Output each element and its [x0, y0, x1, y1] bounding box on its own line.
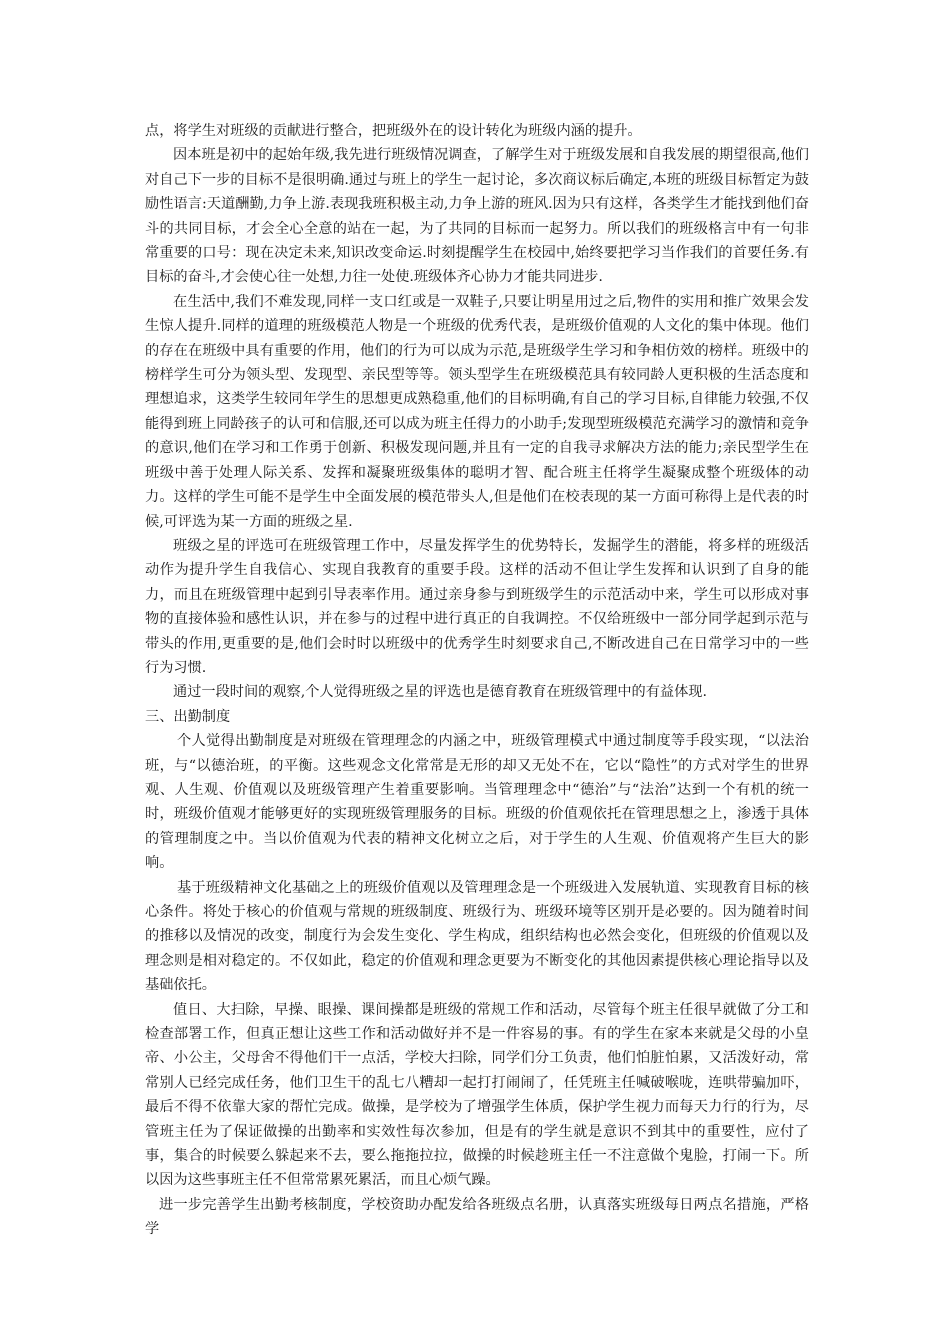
paragraph-values-core: 基于班级精神文化基础之上的班级价值观以及管理理念是一个班级进入发展轨道、实现教育目标的核心条件。将处于核心的价值观与常规的班级制度、班级行为、班级环境等区别开是必要的。因为随着时间的推移以及情况的改变，制度行为会发生变化、学生构成，组织结构也必然会变化，但班级的价值观以及理念则是相对稳定的。不仅如此，稳定的价值观和理念更要为不断变化的其他因素提供核心理论指导以及基础依托。 [145, 879, 809, 994]
paragraph-daily-duties: 值日、大扫除，早操、眼操、课间操都是班级的常规工作和活动，尽管每个班主任很早就做了分工和检查部署工作，但真正想让这些工作和活动做好并不是一件容易的事。有的学生在家本来就是父母的小皇帝、小公主，父母舍不得他们干一点活，学校大扫除，同学们分工负责，他们怕脏怕累，又活泼好动，常常别人已经完成任务，他们卫生干的乱七八糟却一起打打闹闹了，任凭班主任喊破喉咙，连哄带骗加吓，最后不得不依靠大家的帮忙完成。做操，是学校为了增强学生体质，保护学生视力而每天力行的行为，尽管班主任为了保证做操的出勤率和实效性每次参加，但是有的学生就是意识不到其中的重要性，应付了事，集合的时候要么躲起来不去，要么拖拖拉拉，做操的时候趁班主任一不注意做个鬼脸，打闹一下。所以因为这些事班主任不但常常累死累活，而且心烦气躁。 [145, 1001, 809, 1189]
paragraph-class-goal: 因本班是初中的起始年级,我先进行班级情况调查，了解学生对于班级发展和自我发展的期望很高,他们对自己下一步的目标不是很明确.通过与班上的学生一起讨论，多次商议标后确定,本班的班级目标暂定为鼓励性语言:天道酬勤,力争上游.表现我班积极主动,力争上游的班风.因为只有这样，各类学生才能找到他们奋斗的共同目标，才会全心全意的站在一起，为了共同的目标而一起努力。所以我们的班级格言中有一句非常重要的口号：现在决定未来,知识改变命运.时刻提醒学生在校园中,始终要把学习当作我们的首要任务.有目标的奋斗,才会使心往一处想,力往一处使.班级体齐心协力才能共同进步. [145, 147, 809, 286]
paragraph-attendance-concept: 个人觉得出勤制度是对班级在管理理念的内涵之中，班级管理模式中通过制度等手段实现，“以法治班，与“以德治班，的平衡。这些观念文化常常是无形的却又无处不在，它以“隐性”的方式对学生的世界观、人生观、价值观以及班级管理产生着重要影响。当管理理念中“德治”与“法治”达到一个有机的统一时，班级价值观才能够更好的实现班级管理服务的目标。班级的价值观依托在管理思想之上，渗透于具体的管理制度之中。当以价值观为代表的精神文化树立之后，对于学生的人生观、价值观将产生巨大的影响。 [145, 733, 809, 872]
section-heading-attendance: 三、出勤制度 [145, 708, 231, 725]
paragraph-class-star: 班级之星的评选可在班级管理工作中，尽量发挥学生的优势特长，发掘学生的潜能，将多样的班级活动作为提升学生自我信心、实现自我教育的重要手段。这样的活动不但让学生发挥和认识到了自身的能力，而且在班级管理中起到引导表率作用。通过亲身参与到班级学生的示范活动中来，学生可以形成对事物的直接体验和感性认识，并在参与的过程中进行真正的自我调控。不仅给班级中一部分同学起到示范与带头的作用,更重要的是,他们会时时以班级中的优秀学生时刻要求自己,不断改进自己在日常学习中的一些行为习惯. [145, 537, 809, 676]
paragraph-observation: 通过一段时间的观察,个人觉得班级之星的评选也是德育教育在班级管理中的有益体现. [173, 684, 707, 701]
paragraph-role-models: 在生活中,我们不难发现,同样一支口红或是一双鞋子,只要让明星用过之后,物件的实用和推广效果会发生惊人提升.同样的道理的班级模范人物是一个班级的优秀代表，是班级价值观的人文化的集中体现。他们的存在在班级中具有重要的作用，他们的行为可以成为示范,是班级学生学习和争相仿效的榜样。班级中的榜样学生可分为领头型、发现型、亲民型等等。领头型学生在班级模范具有较同龄人更积极的生活态度和理想追求，这类学生较同年学生的思想更成熟稳重,他们的目标明确,有自己的学习目标,自律能力较强,不仅能得到班上同龄孩子的认可和信服,还可以成为班主任得力的小助手;发现型班级模范充满学习的激情和竞争的意识,他们在学习和工作勇于创新、积极发现问题,并且有一定的自我寻求解决方法的能力;亲民型学生在班级中善于处理人际关系、发挥和凝聚班级集体的聪明才智、配合班主任将学生凝聚成整个班级体的动力。这样的学生可能不是学生中全面发展的模范带头人,但是他们在校表现的某一方面可称得上是代表的时候,可评选为某一方面的班级之星. [145, 293, 809, 530]
paragraph-attendance-measures: 进一步完善学生出勤考核制度，学校资助办配发给各班级点名册，认真落实班级每日两点名措施，严格学 [145, 1196, 809, 1238]
paragraph-continuation: 点，将学生对班级的贡献进行整合，把班级外在的设计转化为班级内涵的提升。 [145, 123, 642, 139]
document-page [145, 119, 809, 1242]
